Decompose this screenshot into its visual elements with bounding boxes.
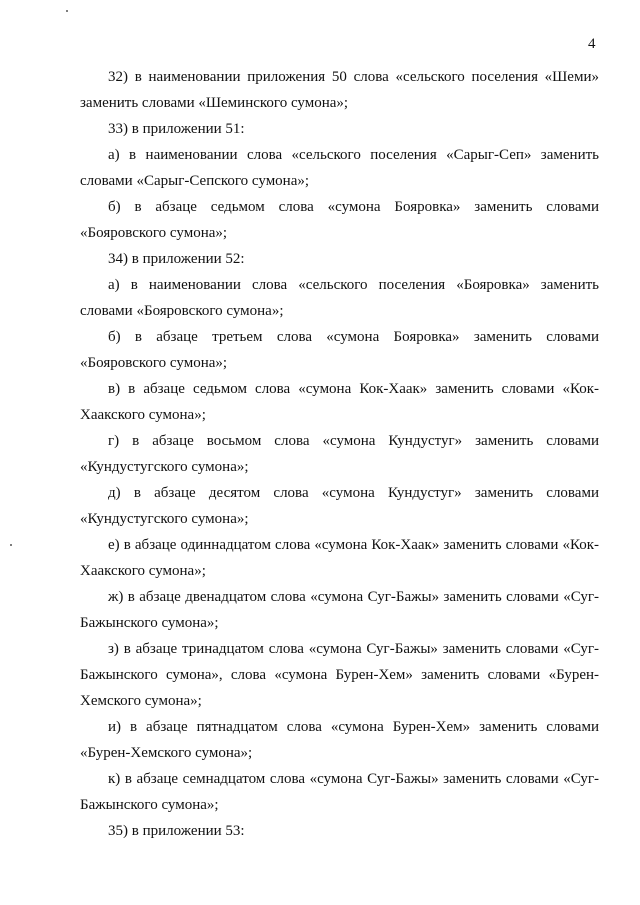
paragraph: ж) в абзаце двенадцатом слова «сумона Суг-Бажы» заменить словами «Суг-Бажынского сумона»; [80,589,599,631]
paragraph: з) в абзаце тринадцатом слова «сумона Суг-Бажы» заменить словами «Суг-Бажынского сумона», слова «сумона Бурен-Хем» заменить словами «Бурен-Хемского сумона»; [80,641,599,709]
document-body [80,64,599,844]
scan-speck [10,544,12,546]
paragraph: к) в абзаце семнадцатом слова «сумона Суг-Бажы» заменить словами «Суг-Бажынского сумона»; [80,771,599,813]
paragraph: в) в абзаце седьмом слова «сумона Кок-Хаак» заменить словами «Кок-Хаакского сумона»; [80,381,599,423]
scan-speck [66,10,68,12]
paragraph: 32) в наименовании приложения 50 слова «сельского поселения «Шеми» заменить словами «Шеминского сумона»; [80,69,599,111]
page-number: 4 [588,36,596,52]
paragraph: е) в абзаце одиннадцатом слова «сумона Кок-Хаак» заменить словами «Кок-Хаакского сумона»; [80,537,599,579]
paragraph: 33) в приложении 51: [108,121,245,137]
paragraph: б) в абзаце третьем слова «сумона Бояровка» заменить словами «Бояровского сумона»; [80,329,599,371]
paragraph: г) в абзаце восьмом слова «сумона Кундустуг» заменить словами «Кундустугского сумона»; [80,433,599,475]
paragraph: б) в абзаце седьмом слова «сумона Бояровка» заменить словами «Бояровского сумона»; [80,199,599,241]
paragraph: д) в абзаце десятом слова «сумона Кундустуг» заменить словами «Кундустугского сумона»; [80,485,599,527]
paragraph: а) в наименовании слова «сельского поселения «Бояровка» заменить словами «Бояровского сумона»; [80,277,599,319]
paragraph: а) в наименовании слова «сельского поселения «Сарыг-Сеп» заменить словами «Сарыг-Сепского сумона»; [80,147,599,189]
paragraph: 34) в приложении 52: [108,251,245,267]
paragraph: 35) в приложении 53: [108,823,245,839]
paragraph: и) в абзаце пятнадцатом слова «сумона Бурен-Хем» заменить словами «Бурен-Хемского сумона»; [80,719,599,761]
